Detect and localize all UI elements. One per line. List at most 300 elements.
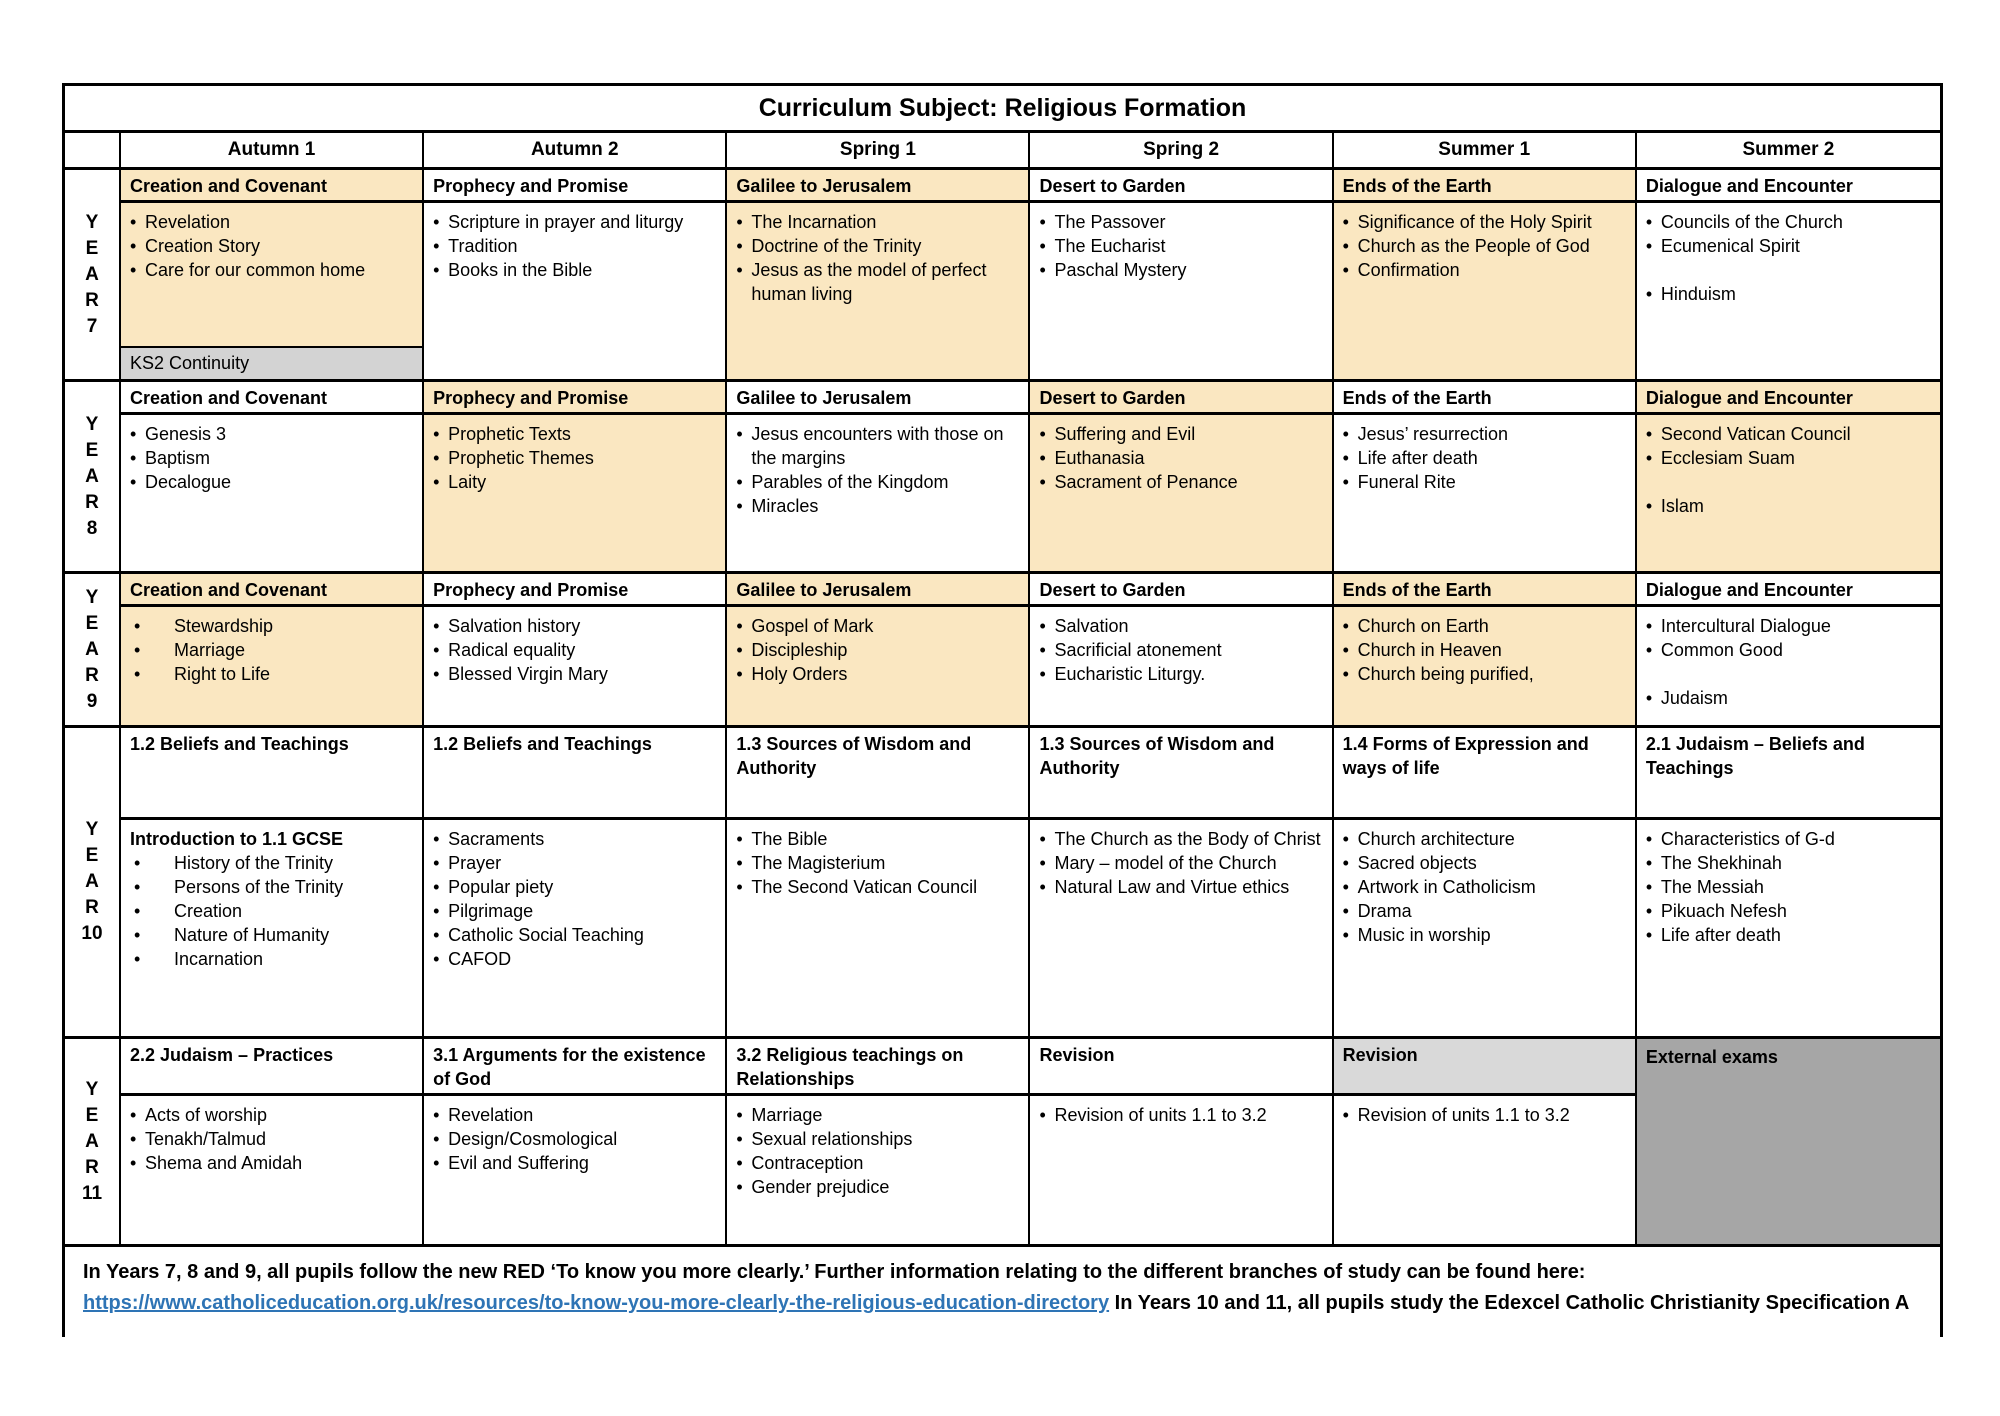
bullet-icon: • [1645,448,1653,468]
bullet-icon: • [1645,496,1653,516]
list-item [1343,851,1627,875]
list-item [1646,686,1932,710]
content-cell [727,607,1030,725]
list-item [433,258,717,282]
corner-cell [65,133,121,167]
list-item [1039,614,1323,638]
year-label-line: R [85,491,99,513]
bullet-icon: • [130,1153,137,1173]
topic-cell: 1.3 Sources of Wisdom and Authority [727,728,1030,820]
bullet-icon: • [1645,616,1653,636]
bullet-icon: • [134,901,141,921]
list-item [130,1151,414,1175]
bullet-icon: • [433,212,440,232]
topic-item-list [1334,203,1635,379]
content-cell [121,203,424,379]
list-item [1343,638,1627,662]
list-item [1039,662,1323,686]
bullet-icon: • [736,1177,743,1197]
year-label [65,574,121,725]
list-item-text: Holy Orders [751,664,848,684]
year-label-line: E [85,237,99,259]
list-item [433,422,717,446]
bullet-icon: • [1342,640,1349,660]
year-label-line: R [85,897,99,918]
bullet-icon: • [1039,260,1046,280]
list-item-text: Acts of worship [145,1105,268,1125]
year-label-line: R [85,664,99,686]
list-item [130,851,414,875]
bullet-icon: • [736,236,743,256]
bullet-icon: • [433,1105,440,1125]
list-item [1343,827,1627,851]
topic-cell: Desert to Garden [1030,574,1333,607]
bullet-icon: • [1342,829,1349,849]
list-item [1646,923,1932,947]
list-item [433,638,717,662]
topic-cell: Galilee to Jerusalem [727,382,1030,415]
list-item [736,827,1020,851]
bullet-icon: • [1342,616,1349,636]
content-cell [1637,415,1940,571]
topic-item-list [424,203,725,379]
bullet-icon: • [134,925,141,945]
list-item [736,875,1020,899]
list-item-text: Gender prejudice [751,1177,890,1197]
content-cell [1637,203,1940,379]
topic-cell: Dialogue and Encounter [1637,170,1940,203]
year-label-line: Y [85,1078,99,1100]
list-item [433,210,717,234]
year-label-line: A [85,1130,99,1152]
list-item-text: The Eucharist [1054,236,1166,256]
year-label-line: 7 [86,315,98,337]
list-item-text: Sacraments [448,829,545,849]
topic-item-list [727,607,1028,725]
list-item [1039,210,1323,234]
year-label-line: 8 [86,517,98,539]
list-item [736,638,1020,662]
list-item [130,899,414,923]
topic-cell: Desert to Garden [1030,382,1333,415]
list-item-text: Creation [174,901,243,921]
content-cell [1334,1096,1637,1244]
list-item-text: Salvation [1054,616,1129,636]
topic-item-list [121,1096,422,1244]
list-item-text: Paschal Mystery [1054,260,1187,280]
bullet-icon: • [433,901,440,921]
topic-item-list [1334,820,1635,1036]
topic-item-list [1030,415,1331,571]
year-label-line: Y [85,819,99,840]
topic-item-list [1637,203,1940,379]
list-item-text: Genesis 3 [145,424,227,444]
list-item-text: The Church as the Body of Christ [1054,829,1321,849]
list-item-text: Revision of units 1.1 to 3.2 [1357,1105,1570,1125]
list-item [130,614,414,638]
year-label [65,382,121,571]
bullet-icon: • [1645,640,1653,660]
list-item-text: Church as the People of God [1357,236,1590,256]
curriculum-table [62,83,1943,1247]
list-item [1343,875,1627,899]
list-gap [1646,662,1932,686]
list-item [433,234,717,258]
bullet-icon: • [433,260,440,280]
list-item-text: Prayer [448,853,502,873]
bullet-icon: • [433,1153,440,1173]
year-label-line: A [85,871,99,892]
list-item [130,1127,414,1151]
list-item [433,446,717,470]
term-header-summer-2: Summer 2 [1742,139,1835,160]
content-cell [727,820,1030,1036]
list-item-text: Catholic Social Teaching [448,925,644,945]
list-item-text: Ecclesiam Suam [1660,448,1795,468]
external-exams-cell [1637,1039,1940,1244]
list-item [433,662,717,686]
bullet-icon: • [433,236,440,256]
list-item-text: Second Vatican Council [1660,424,1851,444]
list-item [1343,662,1627,686]
bullet-icon: • [1342,877,1349,897]
list-item-text: Popular piety [448,877,554,897]
bullet-icon: • [1039,236,1046,256]
list-item-text: Church in Heaven [1357,640,1502,660]
topic-cell: Revision [1030,1039,1333,1096]
list-item-text: The Second Vatican Council [751,877,978,897]
bullet-icon: • [1039,853,1046,873]
ks2-continuity-banner: KS2 Continuity [121,346,422,379]
list-item [433,1151,717,1175]
bullet-icon: • [1342,901,1349,921]
bullet-icon: • [433,664,440,684]
bullet-icon: • [1039,1105,1046,1125]
bullet-icon: • [1342,925,1349,945]
topic-cell: 1.2 Beliefs and Teachings [121,728,424,820]
page-title: Curriculum Subject: Religious Formation [65,86,1940,133]
list-item-text: Contraception [751,1153,864,1173]
list-item-text: Drama [1357,901,1412,921]
content-cell [424,415,727,571]
topic-cell: 3.2 Religious teachings on Relationships [727,1039,1030,1096]
content-cell [121,820,424,1036]
bullet-icon: • [1039,616,1046,636]
list-item-text: Significance of the Holy Spirit [1357,212,1592,232]
list-item-text: Councils of the Church [1660,212,1843,232]
topic-item-list [424,820,725,1036]
list-item [433,899,717,923]
bullet-icon: • [130,448,137,468]
year-label-line: Y [85,413,99,435]
list-item-text: Shema and Amidah [145,1153,303,1173]
year-label-line: A [85,263,99,285]
bullet-icon: • [736,212,743,232]
list-item-text: Decalogue [145,472,232,492]
list-item-text: Books in the Bible [448,260,593,280]
year-label [65,170,121,379]
list-item [1039,446,1323,470]
bullet-icon: • [1342,664,1349,684]
list-item-text: Salvation history [448,616,581,636]
list-item [1343,923,1627,947]
list-item-text: Marriage [174,640,246,660]
bullet-icon: • [1039,877,1046,897]
list-item-text: Suffering and Evil [1054,424,1196,444]
bullet-icon: • [736,877,743,897]
list-item-text: Discipleship [751,640,848,660]
list-item-text: Hinduism [1660,284,1736,304]
topic-item-list [121,415,422,571]
list-item [736,1103,1020,1127]
list-item [736,1175,1020,1199]
list-item-text: Radical equality [448,640,576,660]
list-item-text: Natural Law and Virtue ethics [1054,877,1290,897]
year-label-line: R [85,1156,99,1178]
list-item [433,947,717,971]
list-item [1039,875,1323,899]
list-item-text: Miracles [751,496,819,516]
year-label-line: A [85,638,99,660]
list-item [736,470,1020,494]
bullet-icon: • [1342,448,1349,468]
list-item-text: Characteristics of G-d [1660,829,1835,849]
topic-cell: Galilee to Jerusalem [727,574,1030,607]
topic-cell: Dialogue and Encounter [1637,574,1940,607]
list-item-text: Doctrine of the Trinity [751,236,922,256]
topic-cell: 2.2 Judaism – Practices [121,1039,424,1096]
topic-cell: Prophecy and Promise [424,574,727,607]
topic-cell: Ends of the Earth [1334,170,1637,203]
list-item-text: Scripture in prayer and liturgy [448,212,684,232]
list-item [1646,875,1932,899]
content-cell [424,607,727,725]
list-item-text: Funeral Rite [1357,472,1456,492]
bullet-icon: • [736,1153,743,1173]
bullet-icon: • [736,640,743,660]
year-label-line: Y [85,211,99,233]
list-item [1343,899,1627,923]
content-cell [727,415,1030,571]
list-item [130,422,414,446]
topic-cell: Ends of the Earth [1334,382,1637,415]
content-cell [1637,820,1940,1036]
bullet-icon: • [1039,424,1046,444]
list-item [1343,422,1627,446]
topic-cell: 2.1 Judaism – Beliefs and Teachings [1637,728,1940,820]
bullet-icon: • [433,448,440,468]
topic-item-list [727,820,1028,1036]
list-item-text: Life after death [1660,925,1781,945]
list-item-text: Jesus as the model of perfect human living [751,260,987,304]
topic-cell: 3.1 Arguments for the existence of God [424,1039,727,1096]
list-item [130,258,414,282]
bullet-icon: • [433,925,440,945]
bullet-icon: • [433,853,440,873]
bullet-icon: • [433,424,440,444]
bullet-icon: • [1645,829,1653,849]
list-item [433,470,717,494]
topic-cell: Revision [1334,1039,1637,1096]
list-item-text: The Incarnation [751,212,877,232]
bullet-icon: • [130,260,137,280]
list-item [433,923,717,947]
list-item [1343,446,1627,470]
list-item [736,494,1020,518]
list-intro: Introduction to 1.1 GCSE [130,829,344,849]
content-cell [1030,607,1333,725]
year-label-line: A [85,465,99,487]
list-item [1646,210,1932,234]
content-cell [1637,607,1940,725]
list-item-text: Baptism [145,448,211,468]
list-item [1343,210,1627,234]
bullet-icon: • [1342,260,1349,280]
list-item-text: Persons of the Trinity [174,877,344,897]
list-item [1343,234,1627,258]
topic-item-list [121,607,422,725]
footer-text-after: In Years 10 and 11, all pupils study the Edexcel Catholic Christianity Specification A [1109,1292,1910,1314]
year-label-line: E [85,845,99,866]
bullet-icon: • [736,664,743,684]
list-item [433,827,717,851]
list-item-text: History of the Trinity [174,853,334,873]
content-cell [424,1096,727,1244]
year-label-line: 11 [81,1182,103,1204]
list-item [1646,638,1932,662]
topic-item-list [1334,607,1635,725]
list-item-text: Creation Story [145,236,261,256]
list-item [1646,422,1932,446]
list-item [433,1103,717,1127]
topic-item-list [1334,415,1635,571]
list-item-text: Prophetic Texts [448,424,571,444]
terms-header-row [65,133,1940,167]
list-item-text: Judaism [1660,688,1728,708]
list-item-text: Ecumenical Spirit [1660,236,1800,256]
bullet-icon: • [1039,829,1046,849]
bullet-icon: • [736,424,743,444]
list-item [1039,827,1323,851]
list-item [1646,494,1932,518]
bullet-icon: • [1039,664,1046,684]
bullet-icon: • [1342,853,1349,873]
topic-cell: Desert to Garden [1030,170,1333,203]
list-item [1039,234,1323,258]
topic-item-list [424,607,725,725]
footer-text-before: In Years 7, 8 and 9, all pupils follow the new RED ‘To know you more clearly.’ Further information relating to the different branches of study can be found here: [83,1261,1586,1283]
bullet-icon: • [134,949,141,969]
bullet-icon: • [433,1129,440,1149]
list-item [130,662,414,686]
year-row-YEAR7 [65,167,1940,379]
list-item-text: Design/Cosmological [448,1129,618,1149]
list-item [433,614,717,638]
curriculum-sheet [62,83,1943,1337]
bullet-icon: • [736,1129,743,1149]
bullet-icon: • [1342,424,1349,444]
bullet-icon: • [134,877,141,897]
list-item-text: Pikuach Nefesh [1660,901,1787,921]
list-item [1039,422,1323,446]
bullet-icon: • [736,472,743,492]
list-item [736,614,1020,638]
list-item-text: Jesus encounters with those on the margins [751,424,1004,468]
topic-item-list [121,820,422,1036]
list-item-text: Intercultural Dialogue [1660,616,1831,636]
list-item-text: Islam [1660,496,1704,516]
list-item-text: Sexual relationships [751,1129,913,1149]
list-item-text: Blessed Virgin Mary [448,664,608,684]
topic-item-list [1637,415,1940,571]
list-item [736,210,1020,234]
list-item-text: Revelation [448,1105,534,1125]
list-item [1039,638,1323,662]
list-item-text: Tradition [448,236,518,256]
bullet-icon: • [1039,212,1046,232]
list-item [433,851,717,875]
topic-item-list [1030,203,1331,379]
list-item-text: Jesus’ resurrection [1357,424,1509,444]
list-item-text: Pilgrimage [448,901,534,921]
list-item-text: Revision of units 1.1 to 3.2 [1054,1105,1267,1125]
term-header-summer-1: Summer 1 [1334,133,1637,167]
topic-title: External exams [1645,1047,1778,1067]
list-item [736,1127,1020,1151]
topic-item-list [1334,1096,1635,1244]
year-groups [65,167,1940,1244]
topic-item-list [424,415,725,571]
content-cell [1030,1096,1333,1244]
list-item-text: Parables of the Kingdom [751,472,949,492]
bullet-icon: • [1342,472,1349,492]
list-item-text: Euthanasia [1054,448,1145,468]
list-item-text: Gospel of Mark [751,616,874,636]
bullet-icon: • [1645,901,1653,921]
list-item [736,258,1020,306]
content-cell [1030,415,1333,571]
bullet-icon: • [134,664,141,684]
list-item-text: Church being purified, [1357,664,1534,684]
bullet-icon: • [130,472,137,492]
list-item-text: Sacrificial atonement [1054,640,1222,660]
list-item [1646,614,1932,638]
list-item-text: Marriage [751,1105,823,1125]
list-item-text: Life after death [1357,448,1478,468]
bullet-icon: • [130,1105,137,1125]
footer-link[interactable]: https://www.catholiceducation.org.uk/resources/to-know-you-more-clearly-the-religious-education-directory [83,1292,1110,1314]
topic-cell: Creation and Covenant [121,382,424,415]
list-item [1646,282,1932,306]
bullet-icon: • [134,640,141,660]
bullet-icon: • [433,949,440,969]
footer-note [62,1247,1943,1337]
topic-item-list [1030,1096,1331,1244]
bullet-icon: • [1645,853,1653,873]
content-cell [1334,203,1637,379]
content-cell [424,820,727,1036]
bullet-icon: • [130,236,137,256]
topic-cell: 1.2 Beliefs and Teachings [424,728,727,820]
list-item-text: Incarnation [174,949,264,969]
bullet-icon: • [736,260,743,280]
list-item-text: Confirmation [1357,260,1460,280]
term-header-autumn-2: Autumn 2 [424,133,727,167]
topic-item-list [121,203,422,346]
year-label-line: E [85,612,99,634]
bullet-icon: • [1645,925,1653,945]
bullet-icon: • [1039,448,1046,468]
